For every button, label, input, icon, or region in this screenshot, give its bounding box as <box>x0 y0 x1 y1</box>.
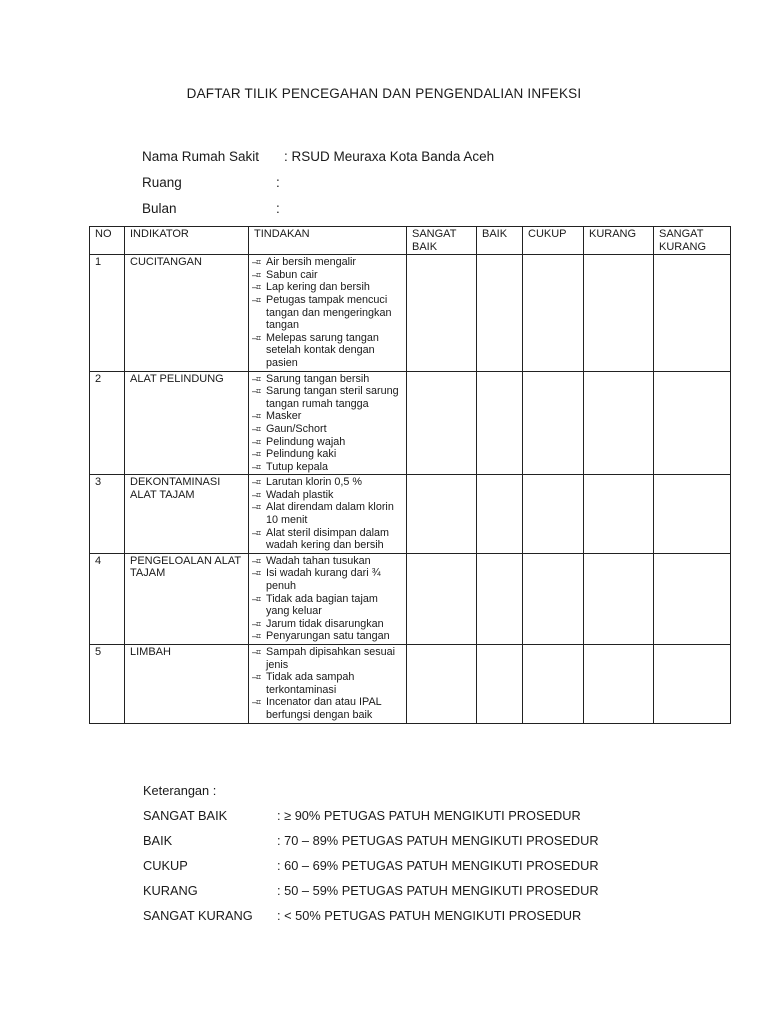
keterangan-label: SANGAT BAIK <box>143 808 228 823</box>
bullet-arrow-icon: –⌗ <box>252 672 261 683</box>
keterangan-label: BAIK <box>143 833 173 848</box>
keterangan-value: : ≥ 90% PETUGAS PATUH MENGIKUTI PROSEDUR <box>277 808 581 823</box>
bullet-arrow-icon: –⌗ <box>252 697 261 708</box>
header-kurang: KURANG <box>584 227 654 255</box>
header-no: NO <box>90 227 125 255</box>
tindakan-list <box>250 256 404 369</box>
info-label: Ruang <box>142 175 182 190</box>
tindakan-item <box>250 630 404 643</box>
bullet-arrow-icon: –⌗ <box>252 436 261 447</box>
header-tindakan: TINDAKAN <box>249 227 407 255</box>
bullet-arrow-icon: –⌗ <box>252 647 261 657</box>
header-sangat-kurang: SANGAT KURANG <box>654 227 731 255</box>
info-label: Bulan <box>142 201 177 216</box>
info-value: : RSUD Meuraxa Kota Banda Aceh <box>284 149 495 164</box>
rating-cell-sangat-baik[interactable] <box>407 645 477 724</box>
bullet-arrow-icon: –⌗ <box>252 373 261 384</box>
row-tindakan <box>249 255 407 371</box>
keterangan-value: : 50 – 59% PETUGAS PATUH MENGIKUTI PROSEDUR <box>277 883 599 898</box>
keterangan-label: KURANG <box>143 883 198 898</box>
bullet-arrow-icon: –⌗ <box>252 294 261 305</box>
bullet-arrow-icon: –⌗ <box>252 555 261 566</box>
bullet-arrow-icon: –⌗ <box>252 257 261 268</box>
header-indikator: INDIKATOR <box>125 227 249 255</box>
tindakan-item <box>250 256 404 269</box>
tindakan-item <box>250 671 404 696</box>
row-number: 2 <box>90 371 125 475</box>
tindakan-item <box>250 555 404 568</box>
header-baik: BAIK <box>477 227 523 255</box>
tindakan-item <box>250 373 404 386</box>
tindakan-text: Petugas tampak mencuci tangan dan mengeringkan tangan <box>266 293 392 332</box>
row-indikator: DEKONTAMINASI ALAT TAJAM <box>125 475 249 554</box>
tindakan-text: Jarum tidak disarungkan <box>266 617 384 630</box>
rating-cell-baik[interactable] <box>477 371 523 475</box>
tindakan-item <box>250 489 404 502</box>
bullet-arrow-icon: –⌗ <box>252 461 261 472</box>
tindakan-item <box>250 527 404 552</box>
tindakan-text: Gaun/Schort <box>266 422 327 435</box>
rating-cell-cukup[interactable] <box>523 645 584 724</box>
row-tindakan <box>249 645 407 724</box>
info-value: : <box>276 175 280 190</box>
tindakan-item <box>250 567 404 592</box>
rating-cell-baik[interactable] <box>477 255 523 371</box>
tindakan-text: Sarung tangan bersih <box>266 372 370 385</box>
tindakan-text: Melepas sarung tangan setelah kontak dengan pasien <box>266 331 379 369</box>
rating-cell-sangat-kurang[interactable] <box>654 255 731 371</box>
tindakan-text: Lap kering dan bersih <box>266 281 370 294</box>
tindakan-text: Pelindung wajah <box>266 435 346 448</box>
tindakan-item <box>250 618 404 631</box>
tindakan-text: Larutan klorin 0,5 % <box>266 476 363 489</box>
tindakan-item <box>250 385 404 410</box>
bullet-arrow-icon: –⌗ <box>252 489 261 500</box>
keterangan-label: SANGAT KURANG <box>143 908 253 923</box>
rating-cell-baik[interactable] <box>477 475 523 554</box>
rating-cell-sangat-baik[interactable] <box>407 255 477 371</box>
bullet-arrow-icon: –⌗ <box>252 527 261 538</box>
row-tindakan <box>249 553 407 644</box>
tindakan-item <box>250 646 404 671</box>
tindakan-text: Sampah dipisahkan sesuai jenis <box>266 646 396 671</box>
tindakan-text: Tidak ada bagian tajam yang keluar <box>266 592 378 618</box>
table-row <box>90 645 731 724</box>
bullet-arrow-icon: –⌗ <box>252 593 261 604</box>
rating-cell-kurang[interactable] <box>584 371 654 475</box>
bullet-arrow-icon: –⌗ <box>252 423 261 434</box>
tindakan-text: Sabun cair <box>266 268 318 281</box>
table-row <box>90 255 731 371</box>
row-number: 4 <box>90 553 125 644</box>
tindakan-text: Sarung tangan steril sarung tangan rumah tangga <box>266 385 399 410</box>
tindakan-item <box>250 448 404 461</box>
table-row <box>90 553 731 644</box>
table-row <box>90 371 731 475</box>
rating-cell-kurang[interactable] <box>584 645 654 724</box>
rating-cell-cukup[interactable] <box>523 475 584 554</box>
tindakan-text: Penyarungan satu tangan <box>266 630 390 643</box>
checklist-table <box>89 226 731 724</box>
bullet-arrow-icon: –⌗ <box>252 631 261 642</box>
row-number: 3 <box>90 475 125 554</box>
tindakan-text: Wadah plastik <box>266 488 334 501</box>
row-number: 1 <box>90 255 125 371</box>
rating-cell-kurang[interactable] <box>584 475 654 554</box>
keterangan-label: CUKUP <box>143 858 188 873</box>
bullet-arrow-icon: –⌗ <box>252 411 261 422</box>
bullet-arrow-icon: –⌗ <box>252 269 261 280</box>
keterangan-value: : 70 – 89% PETUGAS PATUH MENGIKUTI PROSEDUR <box>277 833 599 848</box>
rating-cell-sangat-kurang[interactable] <box>654 371 731 475</box>
tindakan-list <box>250 646 404 722</box>
bullet-arrow-icon: –⌗ <box>252 568 261 579</box>
table-row <box>90 475 731 554</box>
tindakan-list <box>250 555 404 643</box>
row-tindakan <box>249 475 407 554</box>
rating-cell-sangat-kurang[interactable] <box>654 645 731 724</box>
tindakan-list <box>250 476 404 552</box>
keterangan-title: Keterangan : <box>143 783 217 798</box>
rating-cell-sangat-baik[interactable] <box>407 371 477 475</box>
row-indikator: ALAT PELINDUNG <box>125 371 249 475</box>
tindakan-item <box>250 436 404 449</box>
rating-cell-sangat-baik[interactable] <box>407 553 477 644</box>
keterangan-value: : < 50% PETUGAS PATUH MENGIKUTI PROSEDUR <box>277 908 582 923</box>
tindakan-item <box>250 696 404 721</box>
rating-cell-cukup[interactable] <box>523 553 584 644</box>
tindakan-text: Air bersih mengalir <box>266 256 357 269</box>
tindakan-text: Incenator dan atau IPAL berfungsi dengan baik <box>266 696 382 721</box>
bullet-arrow-icon: –⌗ <box>252 386 261 397</box>
rating-cell-sangat-baik[interactable] <box>407 475 477 554</box>
row-indikator: PENGELOALAN ALAT TAJAM <box>125 553 249 644</box>
tindakan-item <box>250 332 404 370</box>
keterangan-value: : 60 – 69% PETUGAS PATUH MENGIKUTI PROSEDUR <box>277 858 599 873</box>
rating-cell-cukup[interactable] <box>523 371 584 475</box>
tindakan-text: Tidak ada sampah terkontaminasi <box>266 671 355 696</box>
rating-cell-baik[interactable] <box>477 645 523 724</box>
info-value: : <box>276 201 280 216</box>
tindakan-text: Alat steril disimpan dalam wadah kering dan bersih <box>266 526 390 552</box>
tindakan-item <box>250 593 404 618</box>
tindakan-item <box>250 294 404 332</box>
tindakan-text: Isi wadah kurang dari ¾ penuh <box>266 567 381 593</box>
document-title: DAFTAR TILIK PENCEGAHAN DAN PENGENDALIAN INFEKSI <box>186 86 582 101</box>
row-indikator: LIMBAH <box>125 645 249 724</box>
tindakan-item <box>250 501 404 526</box>
tindakan-item <box>250 461 404 474</box>
rating-cell-kurang[interactable] <box>584 553 654 644</box>
bullet-arrow-icon: –⌗ <box>252 449 261 460</box>
info-label: Nama Rumah Sakit <box>142 149 260 164</box>
header-cukup: CUKUP <box>523 227 584 255</box>
rating-cell-sangat-kurang[interactable] <box>654 553 731 644</box>
bullet-arrow-icon: –⌗ <box>252 477 261 488</box>
tindakan-item <box>250 410 404 423</box>
tindakan-item <box>250 281 404 294</box>
tindakan-text: Pelindung kaki <box>266 448 337 461</box>
row-number: 5 <box>90 645 125 724</box>
bullet-arrow-icon: –⌗ <box>252 282 261 293</box>
tindakan-text: Tutup kepala <box>266 460 329 473</box>
bullet-arrow-icon: –⌗ <box>252 332 261 343</box>
tindakan-text: Alat direndam dalam klorin 10 menit <box>266 501 394 527</box>
tindakan-text: Masker <box>266 410 302 423</box>
tindakan-item <box>250 423 404 436</box>
rating-cell-sangat-kurang[interactable] <box>654 475 731 554</box>
header-sangat-baik: SANGAT BAIK <box>407 227 477 255</box>
row-tindakan <box>249 371 407 475</box>
rating-cell-baik[interactable] <box>477 553 523 644</box>
bullet-arrow-icon: –⌗ <box>252 618 261 629</box>
table-header-row <box>90 227 731 255</box>
tindakan-item <box>250 476 404 489</box>
row-indikator: CUCITANGAN <box>125 255 249 371</box>
rating-cell-kurang[interactable] <box>584 255 654 371</box>
bullet-arrow-icon: –⌗ <box>252 502 261 513</box>
tindakan-list <box>250 373 404 474</box>
rating-cell-cukup[interactable] <box>523 255 584 371</box>
tindakan-text: Wadah tahan tusukan <box>266 554 371 567</box>
tindakan-item <box>250 269 404 282</box>
